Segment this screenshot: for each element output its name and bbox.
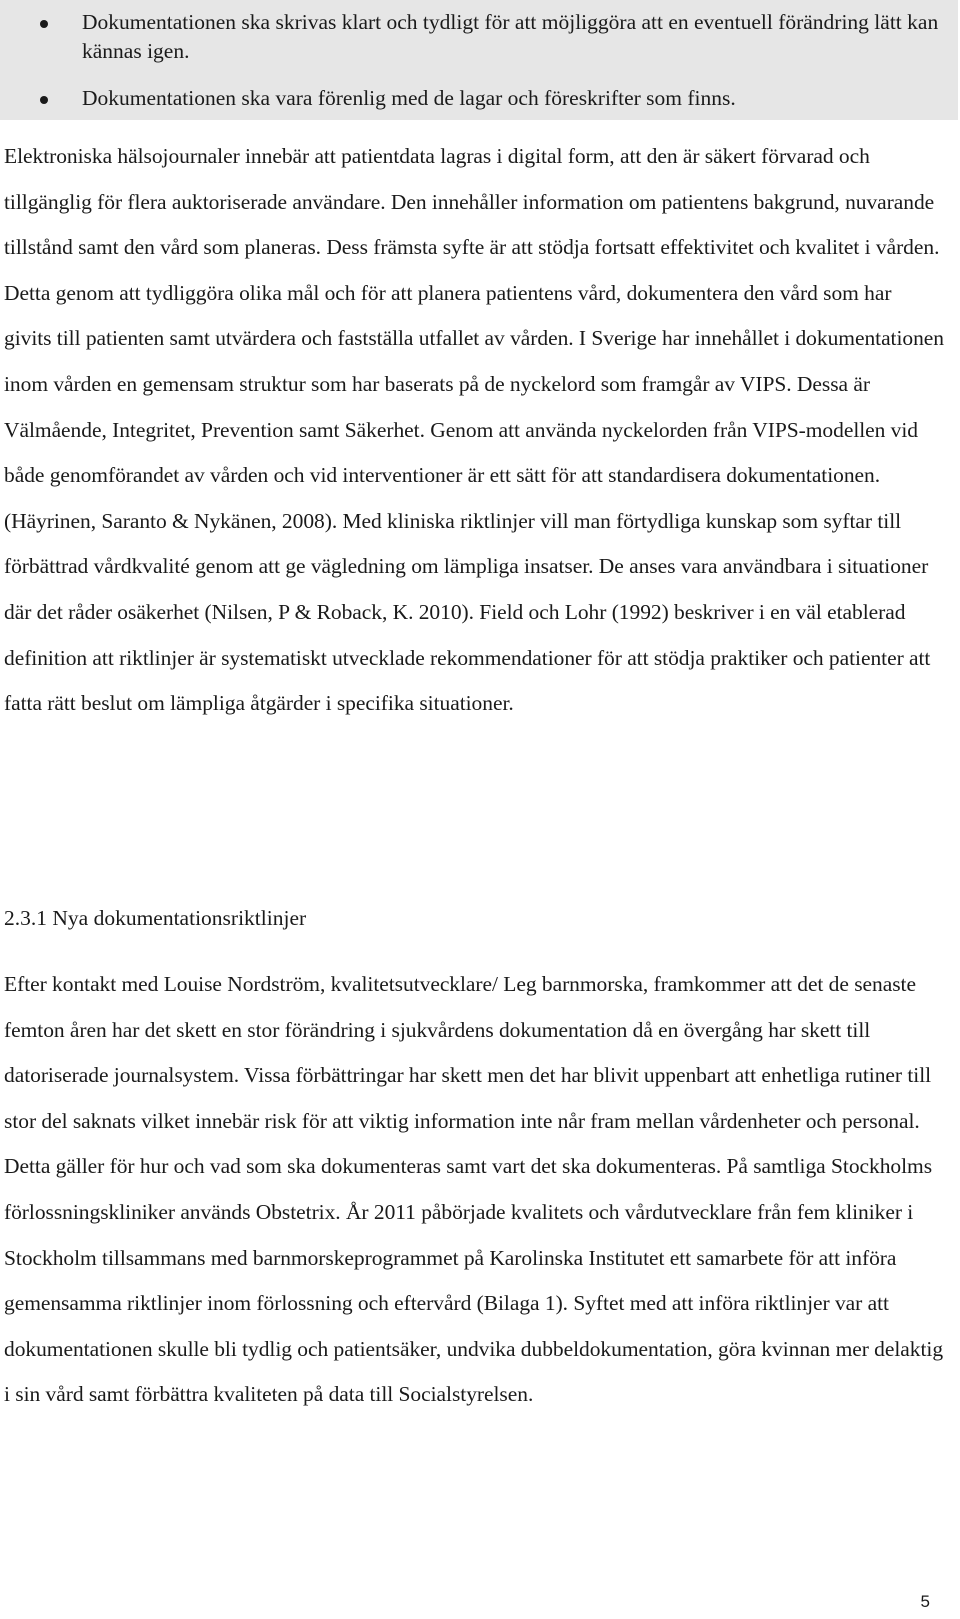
bullet-text: Dokumentationen ska vara förenlig med de lagar och föreskrifter som finns. bbox=[82, 86, 736, 110]
bullet-dot-icon bbox=[40, 20, 48, 28]
bullet-dot-icon bbox=[40, 96, 48, 104]
body-paragraph-1: Elektroniska hälsojournaler innebär att patientdata lagras i digital form, att den är säkert förvarad och tillgänglig för flera auktoriserade användare. Den innehåller information om patientens bakgrund, nuvarande tillstånd samt den vård som planeras. Dess främsta syfte är att stödja fortsatt effektivitet och kvalitet i vården. Detta genom att tydliggöra olika mål och för att planera patientens vård, dokumentera den vård som har givits till patienten samt utvärdera och fastställa utfallet av vården. I Sverige har innehållet i dokumentationen inom vården en gemensam struktur som har baserats på de nyckelord som framgår av VIPS. Dessa är Välmående, Integritet, Prevention samt Säkerhet. Genom att använda nyckelorden från VIPS-modellen vid både genomförandet av vården och vid interventioner är ett sätt för att standardisera dokumentationen. (Häyrinen, Saranto & Nykänen, 2008). Med kliniska riktlinjer vill man förtydliga kunskap som syftar till förbättrad vårdkvalité genom att ge vägledning om lämpliga insatser. De anses vara användbara i situationer där det råder osäkerhet (Nilsen, P & Roback, K. 2010). Field och Lohr (1992) beskriver i en väl etablerad definition att riktlinjer är systematiskt utvecklade rekommendationer för att stödja praktiker och patienter att fatta rätt beslut om lämpliga åtgärder i specifika situationer. bbox=[4, 144, 944, 716]
highlighted-bullet-block bbox=[0, 0, 958, 120]
page-number: 5 bbox=[920, 1592, 930, 1611]
bullet-list bbox=[0, 8, 958, 131]
bullet-text: Dokumentationen ska skrivas klart och tydligt för att möjliggöra att en eventuell förändring lätt kan kännas igen. bbox=[82, 10, 939, 63]
bullet-item bbox=[0, 8, 958, 66]
bullet-item bbox=[0, 84, 958, 113]
body-paragraph-2: Efter kontakt med Louise Nordström, kvalitetsutvecklare/ Leg barnmorska, framkommer att det de senaste femton åren har det skett en stor förändring i sjukvårdens dokumentation då en övergång har skett till datoriserade journalsystem. Vissa förbättringar har skett men det har blivit uppenbart att enhetliga rutiner till stor del saknats vilket innebär risk för att viktig information inte når fram mellan vårdenheter och personal. Detta gäller för hur och vad som ska dokumenteras samt vart det ska dokumenteras. På samtliga Stockholms förlossningskliniker används Obstetrix. År 2011 påbörjade kvalitets och vårdutvecklare från fem kliniker i Stockholm tillsammans med barnmorskeprogrammet på Karolinska Institutet ett samarbete för att införa gemensamma riktlinjer inom förlossning och eftervård (Bilaga 1). Syftet med att införa riktlinjer var att dokumentationen skulle bli tydlig och patientsäker, undvika dubbeldokumentation, göra kvinnan mer delaktig i sin vård samt förbättra kvaliteten på data till Socialstyrelsen. bbox=[4, 972, 944, 1407]
section-heading: 2.3.1 Nya dokumentationsriktlinjer bbox=[4, 906, 307, 930]
